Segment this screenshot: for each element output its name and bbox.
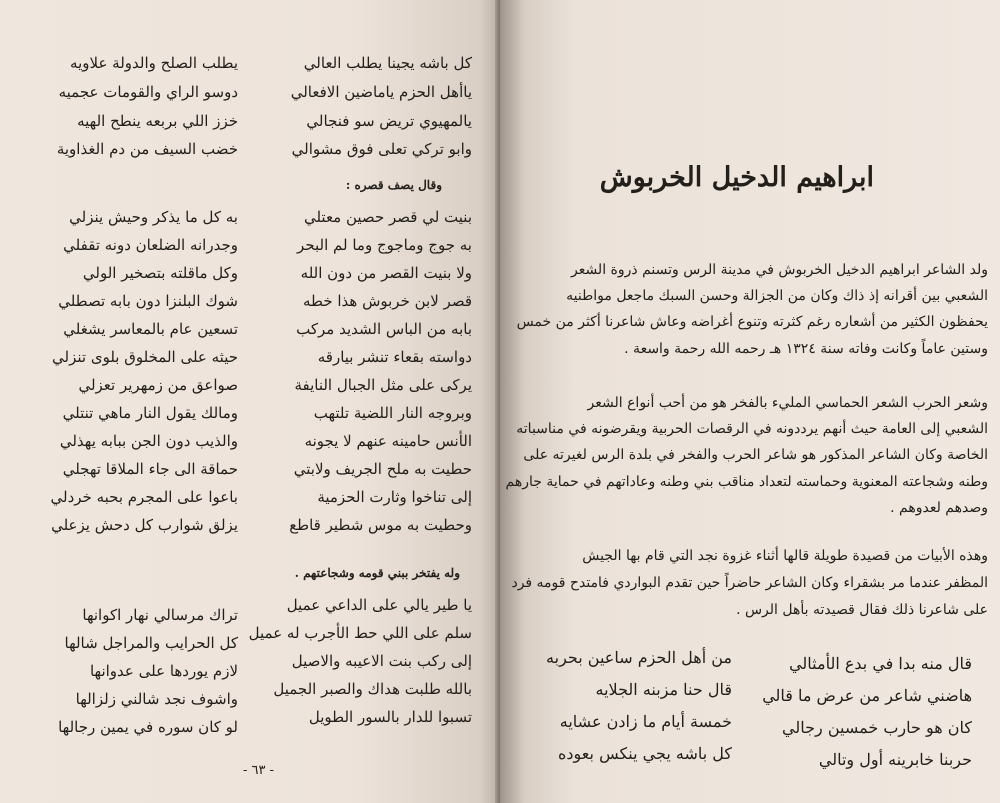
poem-verse: حيثه على المخلوق بلوى تنزلي xyxy=(52,348,238,366)
paragraph-line: الشعبي إلى العامة حيث أنهم يرددونه في الرقصات الحربية ويقرضونه في مناسباته xyxy=(516,421,988,437)
paragraph-line: وستين عاماً وكانت وفاته سنة ١٣٢٤ هـ رحمه الله رحمة واسعة . xyxy=(624,341,988,357)
poem-verse: قال منه بدا في بدع الأمثالي xyxy=(789,654,972,673)
poem-verse: حربنا خابرينه أول وتالي xyxy=(818,750,972,769)
poem-verse: وحطيت به موس شطير قاطع xyxy=(289,516,472,534)
poem-verse: بنيت لي قصر حصين معتلي xyxy=(303,208,472,226)
poem-verse: سلم على اللي حط الأجرب له عميل xyxy=(248,624,472,642)
paragraph-line: وهذه الأبيات من قصيدة طويلة قالها أثناء غزوة نجد التي قام بها الجيش xyxy=(582,548,988,564)
poem-verse: إلى تناخوا وثارت الحزمية xyxy=(317,488,472,506)
paragraph-line: الخاصة وكان الشاعر المذكور هو شاعر الحرب والفخر في بلدة الرس لغيرته على xyxy=(523,447,988,463)
poem-verse: حطيت به ملح الجريف ولابتي xyxy=(293,460,472,478)
poem-verse: وابو تركي تعلى فوق مشوالي xyxy=(291,140,472,158)
poem-verse: به كل ما يذكر وحيش ينزلي xyxy=(69,208,238,226)
page-number: - ٦٣ - xyxy=(243,763,275,778)
poem-verse: وكل ماقلته بتصخير الولي xyxy=(82,264,238,282)
paragraph-line: الشعبي بين أقرانه إذ ذاك وكان من الجزالة وحسن السبك ماجعل مواطنيه xyxy=(566,288,988,304)
poem-verse: والذيب دون الجن ببابه يهذلي xyxy=(59,432,238,450)
poem-verse: يا طير يالي على الداعي عميل xyxy=(286,596,472,614)
poem-verse: يركى على مثل الجبال النايفة xyxy=(294,376,472,394)
paragraph-line: وشعر الحرب الشعر الحماسي المليء بالفخر هو من أحب أنواع الشعر xyxy=(587,395,988,411)
poem-verse: قصر لابن خربوش هذا خطه xyxy=(302,292,472,310)
poem-verse: يطلب الصلح والدولة علاويه xyxy=(70,54,238,72)
poem-verse: وجدرانه الضلعان دونه تقفلي xyxy=(63,236,238,254)
poem-verse: يزلق شوارب كل دحش يزعلي xyxy=(51,516,238,534)
poem-verse: دواسته بقعاء تنشر بيارقه xyxy=(317,348,472,366)
paragraph-line: ولد الشاعر ابراهيم الدخيل الخربوش في مدينة الرس وتسنم ذروة الشعر xyxy=(570,262,988,278)
right-page xyxy=(500,0,1000,803)
poem-verse: قال حنا مزبنه الجلايه xyxy=(595,680,732,699)
paragraph-line: على شاعرنا ذلك فقال قصيدته بأهل الرس . xyxy=(736,602,988,618)
poem-verse: ياأهل الحزم ياماضين الافعالي xyxy=(290,83,472,101)
poem-verse: خمسة أيام ما زادن عشايه xyxy=(559,712,732,731)
poem-verse: وبروجه النار اللضية تلتهب xyxy=(313,404,472,422)
poem-verse: من أهل الحزم ساعين بحربه xyxy=(546,648,732,667)
poem-verse: به جوج وماجوج وما لم البحر xyxy=(297,236,472,254)
caption-people: وله يفتخر ببني قومه وشجاعتهم . xyxy=(294,566,460,580)
poem-verse: خزز اللي بربعه ينطح الهيه xyxy=(77,112,238,130)
poem-verse: كل باشه يجي ينكس بعوده xyxy=(558,744,732,763)
poem-verse: حماقة الى جاء الملاقا تهجلي xyxy=(62,460,238,478)
poem-verse: واشوف نجد شالني زلزالها xyxy=(75,690,238,708)
poem-verse: ومالك يقول النار ماهي تنتلي xyxy=(62,404,238,422)
page-title: ابراهيم الدخيل الخربوش xyxy=(599,162,874,193)
poem-verse: كل الحرايب والمراجل شالها xyxy=(64,634,238,652)
poem-verse: هاضني شاعر من عرض ما قالي xyxy=(762,686,972,705)
poem-verse: صواعق من زمهرير تعزلي xyxy=(78,376,238,394)
poem-verse: يالمهيوي تريض سو فنجالي xyxy=(306,112,472,130)
paragraph-line: يحفظون الكثير من أشعاره رغم كثرته وتنوع أغراضه وعاش شاعرنا أكثر من خمس xyxy=(516,314,988,330)
poem-verse: خضب السيف من دم الغذاوية xyxy=(56,140,238,158)
poem-verse: تسعين عام بالمعاسر يشغلي xyxy=(63,320,238,338)
poem-verse: تراك مرسالي نهار اكوانها xyxy=(82,606,238,624)
poem-verse: بابه من الباس الشديد مركب xyxy=(296,320,472,338)
poem-verse: بالله طلبت هداك والصبر الجميل xyxy=(273,680,472,698)
poem-verse: شوك البلنزا دون بابه تصطلي xyxy=(58,292,238,310)
caption-palace: وقال يصف قصره : xyxy=(345,178,442,192)
poem-verse: دوسو الراي والقومات عجميه xyxy=(58,83,238,101)
poem-verse: تسبوا للدار بالسور الطويل xyxy=(308,708,472,726)
poem-verse: إلى ركب بنت الاعيبه والاصيل xyxy=(291,652,472,670)
poem-verse: كان هو حارب خمسين رجالي xyxy=(782,718,972,737)
poem-verse: لو كان سوره في يمين رجالها xyxy=(58,718,238,736)
paragraph-line: وطنه وشجاعته المعنوية وحماسته لتعداد مناقب بني وطنه وعاداتهم في حماية جارهم xyxy=(505,474,988,490)
paragraph-line: المظفر عندما مر بشقراء وكان الشاعر حاضراً حين تقدم البواردي فامتدح قومه فرد xyxy=(511,575,988,591)
poem-verse: لازم يوردها على عدوانها xyxy=(89,662,238,680)
poem-verse: ولا بنيت القصر من دون الله xyxy=(300,264,472,282)
poem-verse: باعوا على المجرم بحبه خردلي xyxy=(50,488,238,506)
paragraph-line: وصدهم لعدوهم . xyxy=(890,500,988,516)
poem-verse: كل باشه يجينا يطلب العالي xyxy=(303,54,472,72)
poem-verse: الأنس حامينه عنهم لا يجونه xyxy=(304,432,472,450)
